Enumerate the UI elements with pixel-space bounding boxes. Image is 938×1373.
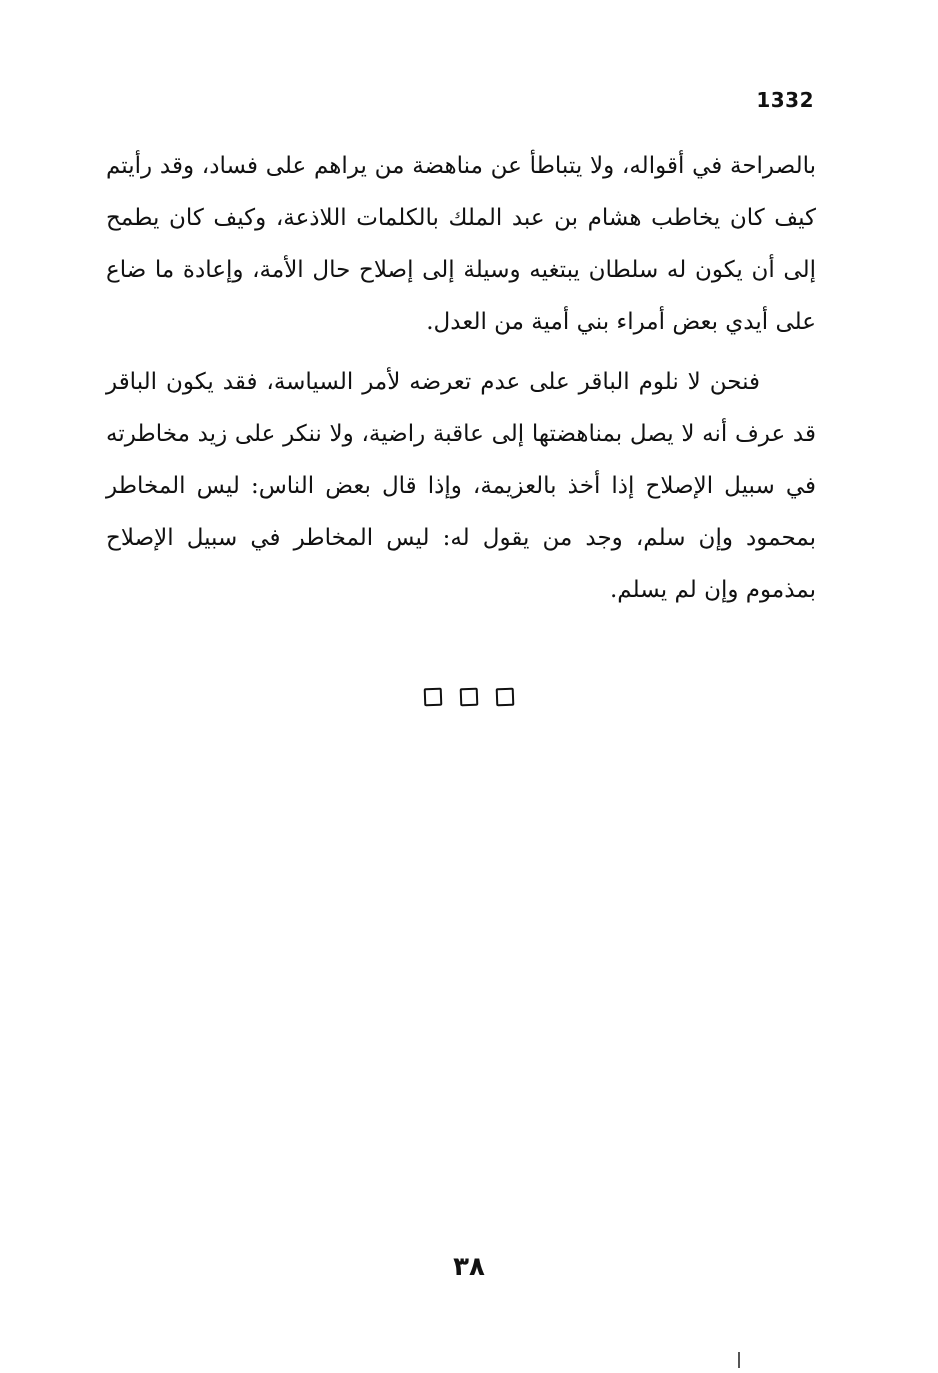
scan-mark	[738, 1352, 740, 1368]
page-id: 1332	[756, 88, 814, 112]
square-ornament-icon	[496, 688, 515, 707]
square-ornament-icon	[460, 688, 479, 707]
text-body	[106, 140, 816, 616]
paragraph-2: فنحن لا نلوم الباقر على عدم تعرضه لأمر السياسة، فقد يكون الباقر قد عرف أنه لا يصل بمناهضتها إلى عاقبة راضية، ولا ننكر على زيد مخاطرته في سبيل الإصلاح إذا أخذ بالعزيمة، وإذا قال بعض الناس: ليس المخاطر بمحمود وإن سلم، وجد من يقول له: ليس المخاطر في سبيل الإصلاح بمذموم وإن لم يسلم.	[106, 369, 816, 603]
section-separator	[0, 688, 938, 706]
page-number: ٣٨	[453, 1252, 485, 1282]
paragraph-1: بالصراحة في أقواله، ولا يتباطأ عن مناهضة من يراهم على فساد، وقد رأيتم كيف كان يخاطب هشام بن عبد الملك بالكلمات اللاذعة، وكيف كان يطمح إلى أن يكون له سلطان يبتغيه وسيلة إلى إصلاح حال الأمة، وإعادة ما ضاع على أيدي بعض أمراء بني أمية من العدل.	[106, 153, 816, 335]
square-ornament-icon	[424, 688, 443, 707]
